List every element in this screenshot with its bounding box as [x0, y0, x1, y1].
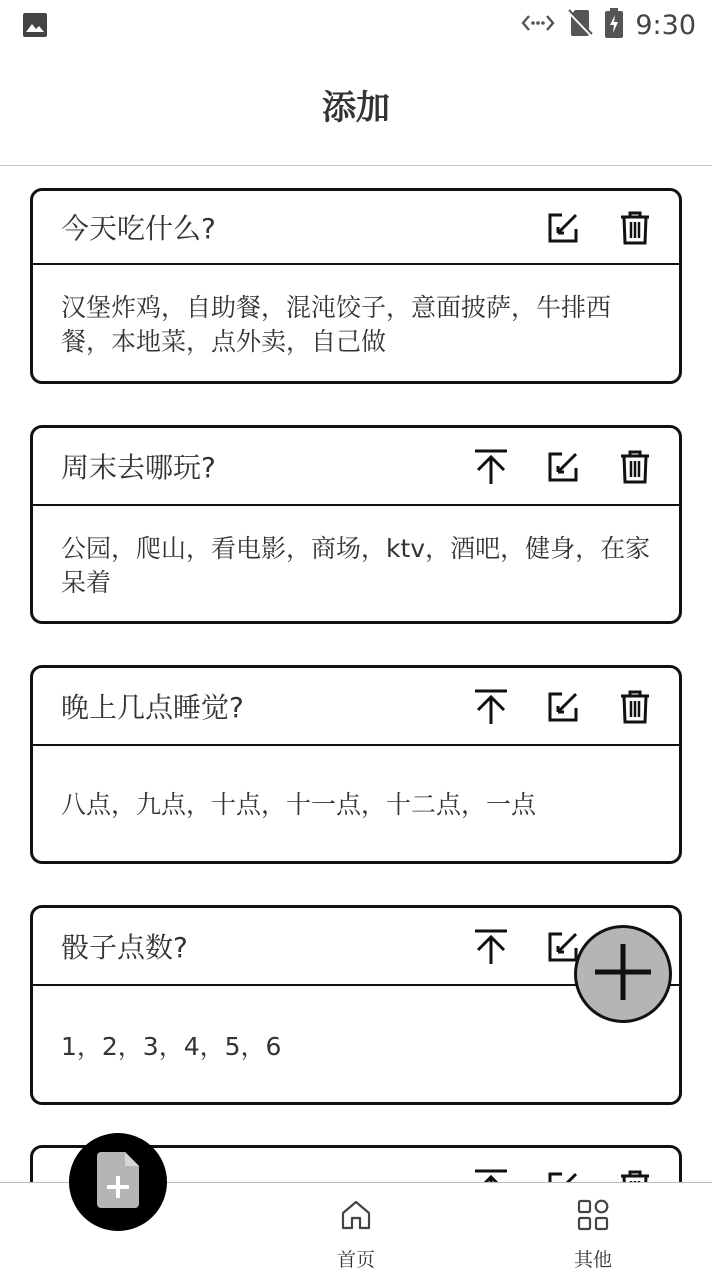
card-title: 周末去哪玩?	[61, 451, 216, 484]
plus-icon	[591, 940, 655, 1008]
nav-label: 其他	[573, 1249, 612, 1271]
card-title: 晚上几点睡觉?	[61, 691, 244, 724]
data-saver-icon	[521, 13, 555, 37]
page-title: 添加	[322, 88, 390, 128]
status-icons	[521, 8, 696, 42]
card-item[interactable]	[30, 188, 682, 384]
pin-top-icon[interactable]	[473, 929, 509, 965]
grid-icon	[575, 1197, 611, 1233]
card-item[interactable]	[30, 425, 682, 624]
app-bar	[0, 50, 712, 166]
no-sim-icon	[567, 8, 593, 42]
card-title: 今天吃什么?	[61, 212, 216, 245]
add-document-icon	[95, 1152, 141, 1212]
new-document-fab-button[interactable]	[69, 1133, 167, 1231]
edit-icon[interactable]	[545, 1169, 581, 1182]
pin-top-icon[interactable]	[473, 689, 509, 725]
add-fab-button[interactable]	[574, 925, 672, 1023]
card-content: 1，2，3，4，5，6	[61, 1032, 282, 1061]
battery-charging-icon	[605, 8, 623, 42]
card-title: 骰子点数?	[61, 931, 188, 964]
card-item[interactable]	[30, 665, 682, 864]
image-icon	[22, 12, 48, 38]
home-icon	[338, 1197, 374, 1233]
pin-top-icon[interactable]	[473, 449, 509, 485]
edit-icon[interactable]	[545, 449, 581, 485]
card-content: 汉堡炸鸡，自助餐，混沌饺子，意面披萨，牛排西餐，本地菜，点外卖，自己做	[61, 293, 612, 356]
edit-icon[interactable]	[545, 210, 581, 246]
edit-icon[interactable]	[545, 689, 581, 725]
delete-icon[interactable]	[617, 1169, 653, 1182]
status-time: 9:30	[635, 9, 696, 41]
card-content: 公园，爬山，看电影，商场，ktv，酒吧，健身，在家呆着	[61, 534, 651, 597]
nav-item-home[interactable]	[296, 1183, 416, 1272]
card-list[interactable]	[0, 166, 712, 1182]
delete-icon[interactable]	[617, 689, 653, 725]
nav-label: 首页	[336, 1249, 375, 1271]
delete-icon[interactable]	[617, 449, 653, 485]
card-header	[33, 668, 679, 746]
status-bar	[0, 0, 712, 50]
pin-top-icon[interactable]	[473, 1169, 509, 1182]
card-content: 八点，九点，十点，十一点，十二点，一点	[61, 790, 537, 819]
card-header	[33, 191, 679, 265]
delete-icon[interactable]	[617, 210, 653, 246]
nav-item-other[interactable]	[533, 1183, 653, 1272]
card-header	[33, 428, 679, 506]
